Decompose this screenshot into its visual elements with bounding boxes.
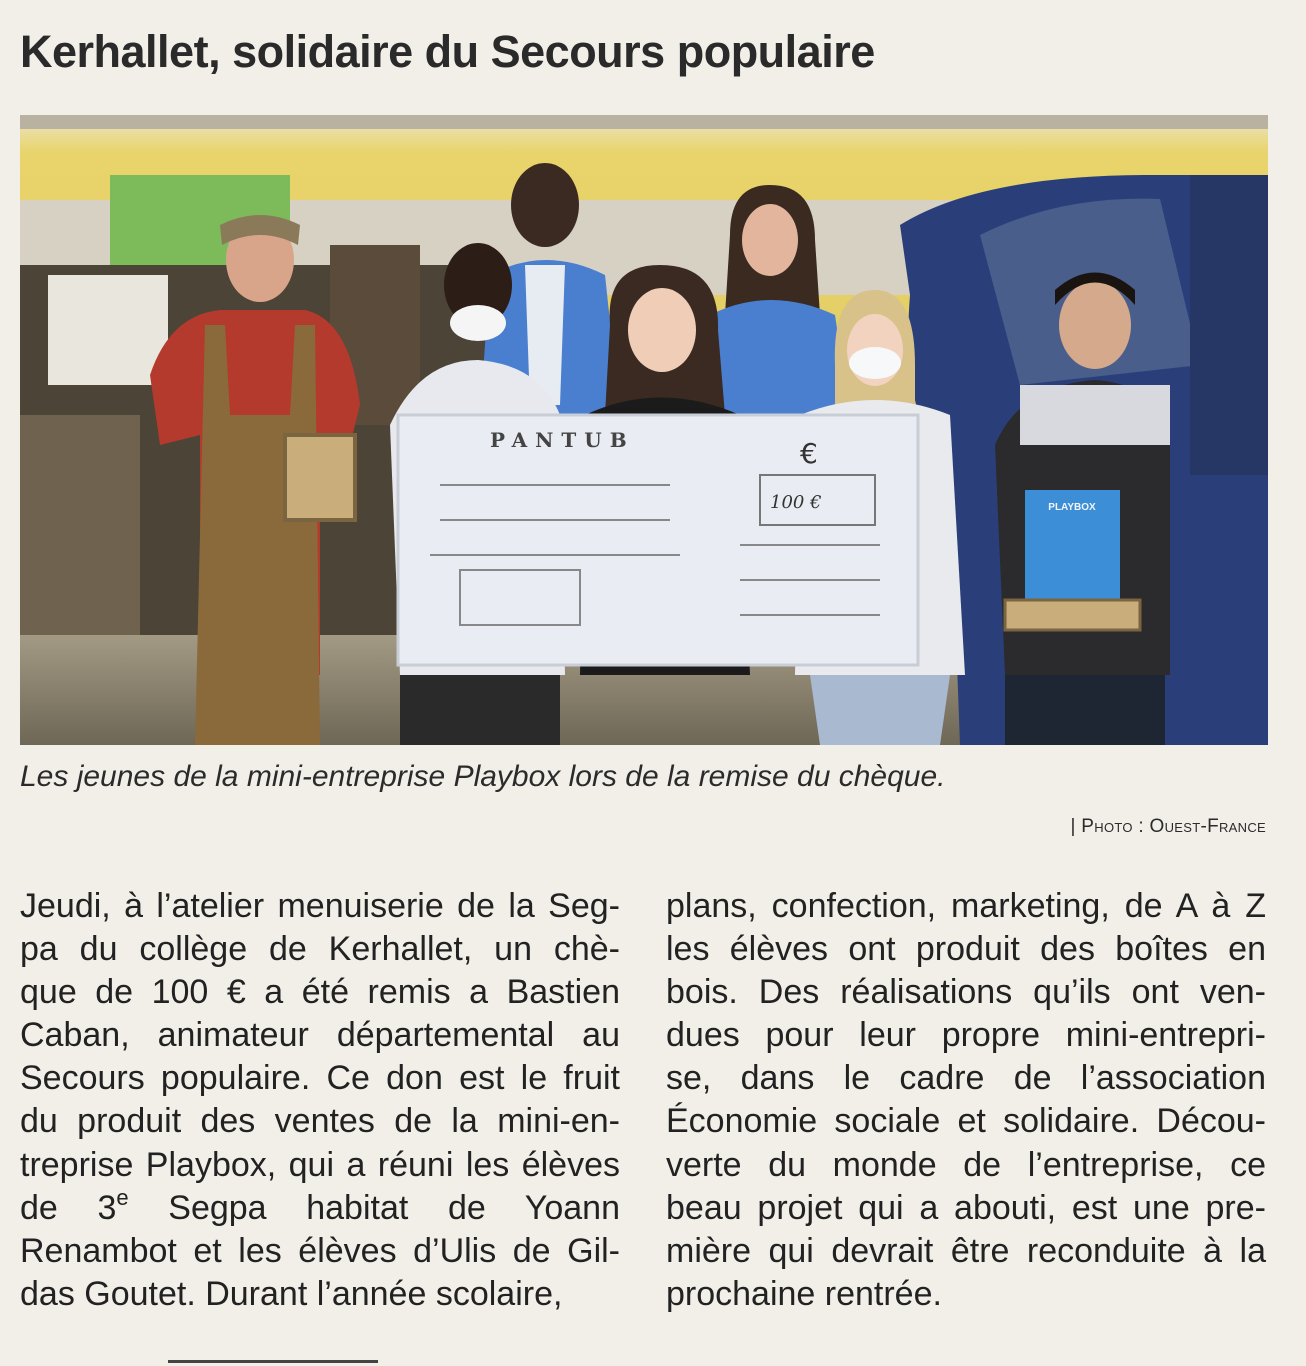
body-line: se, dans le cadre de l’association <box>666 1059 1266 1098</box>
body-line: du produit des ventes de la mini-en- <box>20 1102 620 1141</box>
body-line: bois. Des réalisations qu’ils ont ven- <box>666 973 1266 1012</box>
giant-cheque <box>398 415 918 665</box>
body-line: dues pour leur propre mini-entrepri- <box>666 1016 1266 1055</box>
body-fragment: Segpa habitat de Yoann <box>128 1188 620 1227</box>
body-line: plans, confection, marketing, de A à Z <box>666 887 1266 925</box>
body-line-with-superscript <box>20 1184 620 1230</box>
article-title: Kerhallet, solidaire du Secours populaire <box>20 26 875 77</box>
body-line: Jeudi, à l’atelier menuiserie de la Seg- <box>20 887 620 925</box>
article-photo <box>20 115 1268 745</box>
bottom-divider <box>168 1360 378 1363</box>
body-line: Économie sociale et solidaire. Décou- <box>666 1102 1266 1141</box>
body-line: que de 100 € a été remis a Bastien <box>20 973 620 1012</box>
body-fragment: de 3 <box>20 1188 117 1227</box>
body-line: Caban, animateur départemental au <box>20 1016 620 1055</box>
article-body-right-column <box>666 885 1266 1316</box>
body-line: treprise Playbox, qui a réuni les élèves <box>20 1145 620 1184</box>
whiteboard <box>48 275 168 385</box>
body-line: pa du collège de Kerhallet, un chè- <box>20 930 620 969</box>
body-line: das Goutet. Durant l’année scolaire, <box>20 1274 563 1313</box>
box-label-text: PLAYBOX <box>1048 502 1096 513</box>
photo-illustration <box>20 115 1268 745</box>
body-line: les élèves ont produit des boîtes en <box>666 930 1266 969</box>
body-line: beau projet qui a abouti, est une pre- <box>666 1188 1266 1227</box>
cheque-euro-symbol: € <box>800 437 818 470</box>
cheque-brand: PANTUB <box>490 428 635 452</box>
body-line: verte du monde de l’entreprise, ce <box>666 1145 1266 1184</box>
photo-caption: Les jeunes de la mini-entreprise Playbox lors de la remise du chèque. <box>20 760 946 793</box>
wooden-box <box>285 435 355 520</box>
roof-edge <box>20 115 1268 129</box>
body-line: prochaine rentrée. <box>666 1274 942 1313</box>
body-line: mière qui devrait être reconduite à la <box>666 1231 1266 1270</box>
cheque-amount: 100 € <box>770 492 822 513</box>
photo-credit: | Photo : Ouest-France <box>1070 816 1266 837</box>
body-line: Renambot et les élèves d’Ulis de Gil- <box>20 1231 620 1270</box>
show-through-decoration <box>880 2 902 47</box>
body-line: Secours populaire. Ce don est le fruit <box>20 1059 620 1098</box>
article-body-left-column <box>20 885 620 1316</box>
superscript-ordinal: e <box>116 1184 129 1210</box>
